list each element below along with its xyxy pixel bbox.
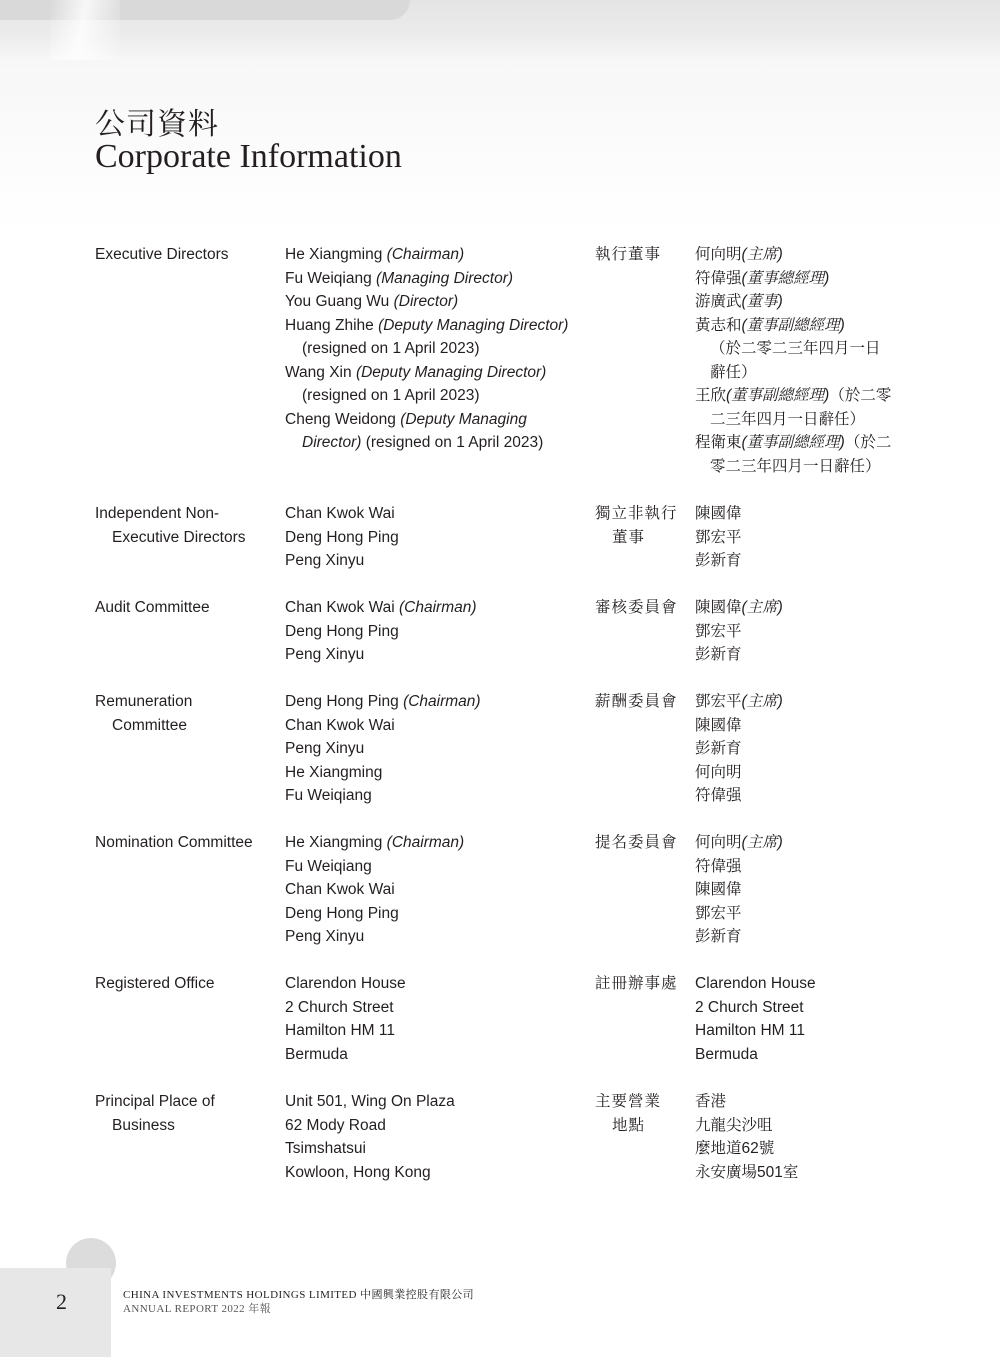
footer-company-name: CHINA INVESTMENTS HOLDINGS LIMITED 中國興業控股有限公司	[123, 1289, 475, 1301]
section-label-zh	[595, 596, 685, 620]
value-line	[695, 972, 910, 996]
value-line	[695, 690, 910, 714]
value-line	[695, 337, 910, 361]
value-text: He Xiangming	[285, 834, 387, 851]
value-line	[285, 337, 580, 361]
page-number: 2	[56, 1289, 67, 1314]
value-line	[695, 1161, 910, 1185]
value-text: Deng Hong Ping	[285, 904, 399, 922]
role-text: (董事副總經理)	[726, 387, 830, 404]
value-text: （於二	[844, 434, 892, 451]
role-text: (董事副總經理)	[741, 316, 845, 334]
value-line	[285, 408, 580, 432]
value-line	[285, 690, 580, 714]
section-label-line: 審核委員會	[595, 599, 678, 616]
value-text: 九龍尖沙咀	[695, 1116, 773, 1134]
value-text: 鄧宏平	[695, 904, 742, 922]
value-text: 何向明	[695, 246, 742, 263]
value-text: （於二零二三年四月一日	[710, 340, 881, 357]
value-text: 彭新育	[695, 740, 742, 757]
value-text: 彭新育	[695, 646, 742, 663]
section-label-line: Executive Directors	[112, 528, 246, 546]
role-text: (主席)	[741, 834, 783, 851]
value-line	[285, 1114, 580, 1138]
section-values-en	[285, 1090, 580, 1184]
value-text: Hamilton HM 11	[695, 1022, 805, 1039]
section-label-line: Remuneration	[95, 693, 193, 710]
section-label-en	[95, 831, 270, 855]
value-text: Fu Weiqiang	[285, 269, 377, 287]
value-line	[695, 361, 910, 385]
value-text: Peng Xinyu	[285, 740, 365, 757]
role-text: (董事總經理)	[741, 269, 830, 287]
page-title-zh: 公司資料	[95, 107, 219, 142]
value-line	[695, 526, 910, 550]
value-text: Chan Kwok Wai	[285, 599, 399, 616]
value-text: Cheng Weidong	[285, 410, 401, 428]
value-text: Deng Hong Ping	[285, 528, 399, 546]
role-text: (Deputy Managing Director)	[378, 316, 569, 334]
value-line	[695, 1043, 910, 1067]
value-line	[695, 243, 910, 267]
value-line	[695, 902, 910, 926]
value-line	[285, 1137, 580, 1161]
section-label-en	[95, 972, 270, 996]
role-text: (Deputy Managing Director)	[355, 363, 547, 381]
value-line	[695, 1090, 910, 1114]
value-text: 符偉强	[695, 269, 742, 287]
value-line	[695, 714, 910, 738]
value-line	[695, 1019, 910, 1043]
value-line	[285, 361, 580, 385]
value-text: 2 Church Street	[695, 998, 804, 1016]
value-text: （於二零	[829, 387, 892, 404]
value-text: 彭新育	[695, 928, 742, 945]
value-text: Hamilton HM 11	[285, 1022, 395, 1039]
value-line	[285, 1019, 580, 1043]
section-label-en	[95, 243, 270, 267]
section-label-line: Registered Office	[95, 975, 215, 992]
section-label-en	[95, 690, 270, 737]
value-line	[695, 878, 910, 902]
section-label-line: Committee	[112, 716, 187, 734]
value-text: Chan Kwok Wai	[285, 505, 395, 522]
value-line	[695, 267, 910, 291]
page-title-en: Corporate Information	[95, 138, 402, 175]
value-text: You Guang Wu	[285, 293, 394, 310]
value-line	[285, 972, 580, 996]
value-line	[285, 855, 580, 879]
value-text: (resigned on 1 April 2023)	[302, 340, 480, 357]
value-line	[285, 384, 580, 408]
value-text: Deng Hong Ping	[285, 622, 399, 640]
role-text: (董事副總經理)	[741, 434, 845, 451]
value-text: 符偉强	[695, 857, 742, 875]
section-values-zh	[695, 972, 910, 1066]
role-text: (主席)	[741, 599, 783, 616]
value-text: Fu Weiqiang	[285, 857, 372, 875]
value-text: 游廣武	[695, 293, 742, 310]
value-line	[285, 996, 580, 1020]
value-text: (resigned on 1 April 2023)	[361, 434, 544, 451]
value-line	[285, 643, 580, 667]
value-text: 陳國偉	[695, 881, 742, 898]
value-text: Peng Xinyu	[285, 646, 365, 663]
value-line	[695, 549, 910, 573]
value-line	[285, 784, 580, 808]
value-line	[285, 314, 580, 338]
value-text: Peng Xinyu	[285, 552, 365, 569]
section-label-zh	[595, 831, 685, 855]
section-label-zh	[595, 690, 685, 714]
value-line	[285, 549, 580, 573]
value-text: Fu Weiqiang	[285, 787, 372, 804]
section-label-line: 執行董事	[595, 246, 662, 263]
value-text: 鄧宏平	[695, 693, 742, 710]
section-label-zh	[595, 1090, 685, 1137]
value-text: 永安廣場501室	[695, 1163, 799, 1181]
value-line	[285, 714, 580, 738]
section-label-line: 提名委員會	[595, 834, 678, 851]
role-text: (Chairman)	[403, 693, 481, 710]
value-line	[285, 526, 580, 550]
value-text: 何向明	[695, 763, 742, 781]
value-text: 麼地道62號	[695, 1140, 775, 1157]
value-text: 二三年四月一日辭任）	[710, 410, 866, 428]
section-label-en	[95, 1090, 270, 1137]
value-line	[285, 1090, 580, 1114]
value-line	[695, 855, 910, 879]
header-highlight	[50, 0, 120, 60]
value-text: Bermuda	[695, 1045, 758, 1063]
value-text: 鄧宏平	[695, 528, 742, 546]
section-label-en	[95, 596, 270, 620]
section-values-zh	[695, 831, 910, 949]
value-text: 彭新育	[695, 552, 742, 569]
section-label-line: Independent Non-	[95, 505, 220, 522]
section-label-line: 地點	[612, 1116, 646, 1134]
section-values-zh	[695, 502, 910, 573]
section-label-line: Business	[112, 1116, 175, 1134]
value-text: Huang Zhihe	[285, 316, 379, 334]
value-text: Chan Kwok Wai	[285, 716, 395, 734]
value-text: 王欣	[695, 387, 727, 404]
value-line	[285, 831, 580, 855]
value-text: 符偉强	[695, 787, 742, 804]
value-line	[695, 996, 910, 1020]
section-label-line: Nomination Committee	[95, 834, 253, 851]
value-line	[695, 925, 910, 949]
value-line	[285, 878, 580, 902]
value-text: (resigned on 1 April 2023)	[302, 387, 480, 404]
value-text: Unit 501, Wing On Plaza	[285, 1093, 455, 1110]
section-label-line: 獨立非執行	[595, 505, 678, 522]
section-label-zh	[595, 502, 685, 549]
value-line	[285, 925, 580, 949]
section-label-line: Audit Committee	[95, 599, 210, 616]
value-text: 陳國偉	[695, 716, 742, 734]
value-text: 陳國偉	[695, 599, 742, 616]
value-text: Deng Hong Ping	[285, 693, 404, 710]
section-values-en	[285, 690, 580, 808]
value-text: 程衛東	[695, 434, 742, 451]
value-line	[285, 596, 580, 620]
section-label-line: Principal Place of	[95, 1093, 215, 1110]
role-text: Director)	[302, 434, 362, 451]
section-label-zh	[595, 972, 685, 996]
value-line	[285, 1161, 580, 1185]
value-line	[695, 502, 910, 526]
value-text: Wang Xin	[285, 363, 356, 381]
section-values-en	[285, 831, 580, 949]
value-line	[695, 290, 910, 314]
value-text: 陳國偉	[695, 505, 742, 522]
section-values-zh	[695, 596, 910, 667]
value-line	[695, 384, 910, 408]
section-label-line: Executive Directors	[95, 246, 229, 263]
value-text: Clarendon House	[695, 975, 816, 992]
value-text: 2 Church Street	[285, 998, 394, 1016]
value-text: 鄧宏平	[695, 622, 742, 640]
value-text: 香港	[695, 1093, 727, 1110]
role-text: (主席)	[741, 693, 783, 710]
value-line	[695, 408, 910, 432]
value-line	[695, 737, 910, 761]
section-label-zh	[595, 243, 685, 267]
value-line	[695, 431, 910, 455]
value-text: Bermuda	[285, 1045, 348, 1063]
section-values-en	[285, 502, 580, 573]
section-label-line: 主要營業	[595, 1093, 662, 1110]
value-line	[285, 290, 580, 314]
value-text: 黃志和	[695, 316, 742, 334]
role-text: (Chairman)	[386, 246, 465, 263]
section-values-zh	[695, 243, 910, 478]
footer-report-title: ANNUAL REPORT 2022 年報	[123, 1303, 271, 1315]
value-line	[695, 314, 910, 338]
section-values-en	[285, 972, 580, 1066]
value-line	[695, 596, 910, 620]
value-text: Chan Kwok Wai	[285, 881, 395, 898]
value-line	[285, 902, 580, 926]
value-text: 62 Mody Road	[285, 1116, 386, 1134]
section-label-line: 註冊辦事處	[595, 975, 678, 992]
value-line	[695, 1114, 910, 1138]
value-text: Kowloon, Hong Kong	[285, 1163, 431, 1181]
value-line	[285, 502, 580, 526]
value-line	[285, 267, 580, 291]
value-line	[695, 761, 910, 785]
value-line	[695, 620, 910, 644]
role-text: (主席)	[741, 246, 783, 263]
role-text: (Managing Director)	[376, 269, 514, 287]
value-text: Peng Xinyu	[285, 928, 365, 945]
section-values-en	[285, 243, 580, 455]
value-line	[695, 784, 910, 808]
role-text: (董事)	[741, 293, 783, 310]
section-label-line: 董事	[612, 528, 646, 546]
value-text: 辭任）	[710, 363, 757, 381]
role-text: (Director)	[393, 293, 459, 310]
role-text: (Deputy Managing	[400, 410, 527, 428]
section-label-line: 薪酬委員會	[595, 693, 678, 710]
value-line	[285, 737, 580, 761]
value-text: 何向明	[695, 834, 742, 851]
value-text: He Xiangming	[285, 763, 383, 781]
section-label-en	[95, 502, 270, 549]
value-line	[695, 1137, 910, 1161]
value-text: He Xiangming	[285, 246, 387, 263]
section-values-zh	[695, 1090, 910, 1184]
value-line	[285, 620, 580, 644]
value-line	[285, 431, 580, 455]
value-line	[695, 455, 910, 479]
value-line	[695, 643, 910, 667]
role-text: (Chairman)	[399, 599, 477, 616]
value-text: Clarendon House	[285, 975, 406, 992]
section-values-en	[285, 596, 580, 667]
value-line	[285, 243, 580, 267]
value-text: 零二三年四月一日辭任）	[710, 457, 881, 475]
value-line	[285, 761, 580, 785]
section-values-zh	[695, 690, 910, 808]
value-line	[695, 831, 910, 855]
value-line	[285, 1043, 580, 1067]
role-text: (Chairman)	[386, 834, 465, 851]
value-text: Tsimshatsui	[285, 1140, 366, 1157]
